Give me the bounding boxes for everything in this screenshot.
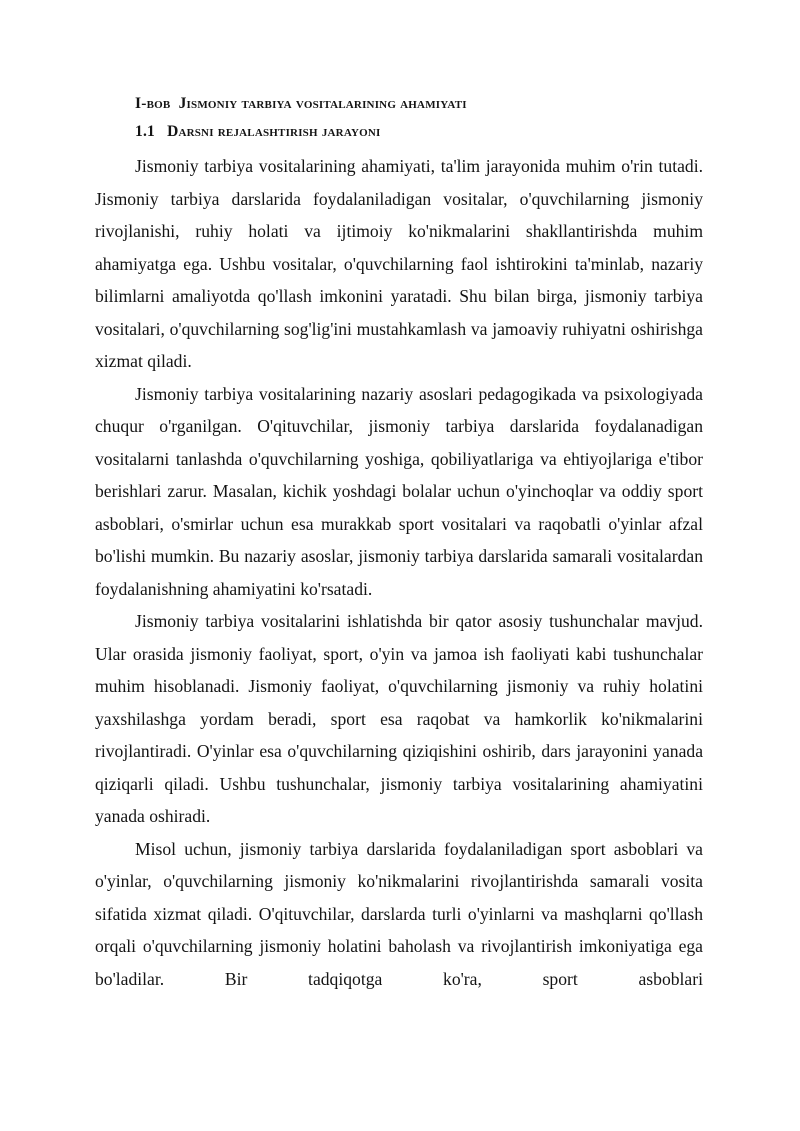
chapter-heading: [95, 94, 703, 122]
paragraph-2: Jismoniy tarbiya vositalarining nazariy asoslari pedagogikada va psixologiyada chuqur o'rganilgan. O'qituvchilar, jismoniy tarbiya darslarida foydalanadigan vositalarni tanlashda o'quvchilarning yoshiga, qobiliyatlariga va ehtiyojlariga e'tibor berishlari zarur. Masalan, kichik yoshdagi bolalar uchun o'yinchoqlar va oddiy sport asboblari, o'smirlar uchun esa murakkab sport vositalari va raqobatli o'yinlar afzal bo'lishi mumkin. Bu nazariy asoslar, jismoniy tarbiya darslarida samarali vositalardan foydalanishning ahamiyatini ko'rsatadi.: [95, 383, 703, 599]
section-title: Darsni rejalashtirish jarayoni: [167, 123, 381, 140]
paragraph-1: Jismoniy tarbiya vositalarining ahamiyati, ta'lim jarayonida muhim o'rin tutadi. Jismoniy tarbiya darslarida foydalaniladigan vositalar, o'quvchilarning jismoniy rivojlanishi, ruhiy holati va ijtimoiy ko'nikmalarini shakllantirishda muhim ahamiyatga ega. Ushbu vositalar, o'quvchilarning faol ishtirokini ta'minlab, nazariy bilimlarni amaliyotda qo'llash imkonini yaratadi. Shu bilan birga, jismoniy tarbiya vositalari, o'quvchilarning sog'lig'ini mustahkamlash va jamoaviy ruhiyatni oshirishga xizmat qiladi.: [95, 156, 703, 371]
section-heading: [95, 122, 703, 150]
chapter-label: I-bob: [135, 95, 171, 112]
document-page: [95, 94, 703, 995]
paragraph-4: Misol uchun, jismoniy tarbiya darslarida foydalaniladigan sport asboblari va o'yinlar, o'quvchilarning jismoniy ko'nikmalarini rivojlantirishda samarali vosita sifatida xizmat qiladi. O'qituvchilar, darslarda turli o'yinlarni va mashqlarni qo'llash orqali o'quvchilarning jismoniy holatini baholash va rivojlantirish imkoniyatiga ega bo'ladilar. Bir tadqiqotga ko'ra, sport asboblari: [95, 838, 703, 989]
section-number: 1.1: [135, 123, 155, 140]
paragraph-3: Jismoniy tarbiya vositalarini ishlatishda bir qator asosiy tushunchalar mavjud. Ular orasida jismoniy faoliyat, sport, o'yin va jamoa ish faoliyati kabi tushunchalar muhim hisoblanadi. Jismoniy faoliyat, o'quvchilarning jismoniy va ruhiy holatini yaxshilashga yordam beradi, sport esa raqobat va hamkorlik ko'nikmalarini rivojlantiradi. O'yinlar esa o'quvchilarning qiziqishini oshirib, dars jarayonini yanada qiziqarli qiladi. Ushbu tushunchalar, jismoniy tarbiya vositalarining ahamiyatini yanada oshiradi.: [95, 611, 703, 826]
chapter-title: Jismoniy tarbiya vositalarining ahamiyati: [178, 95, 467, 112]
